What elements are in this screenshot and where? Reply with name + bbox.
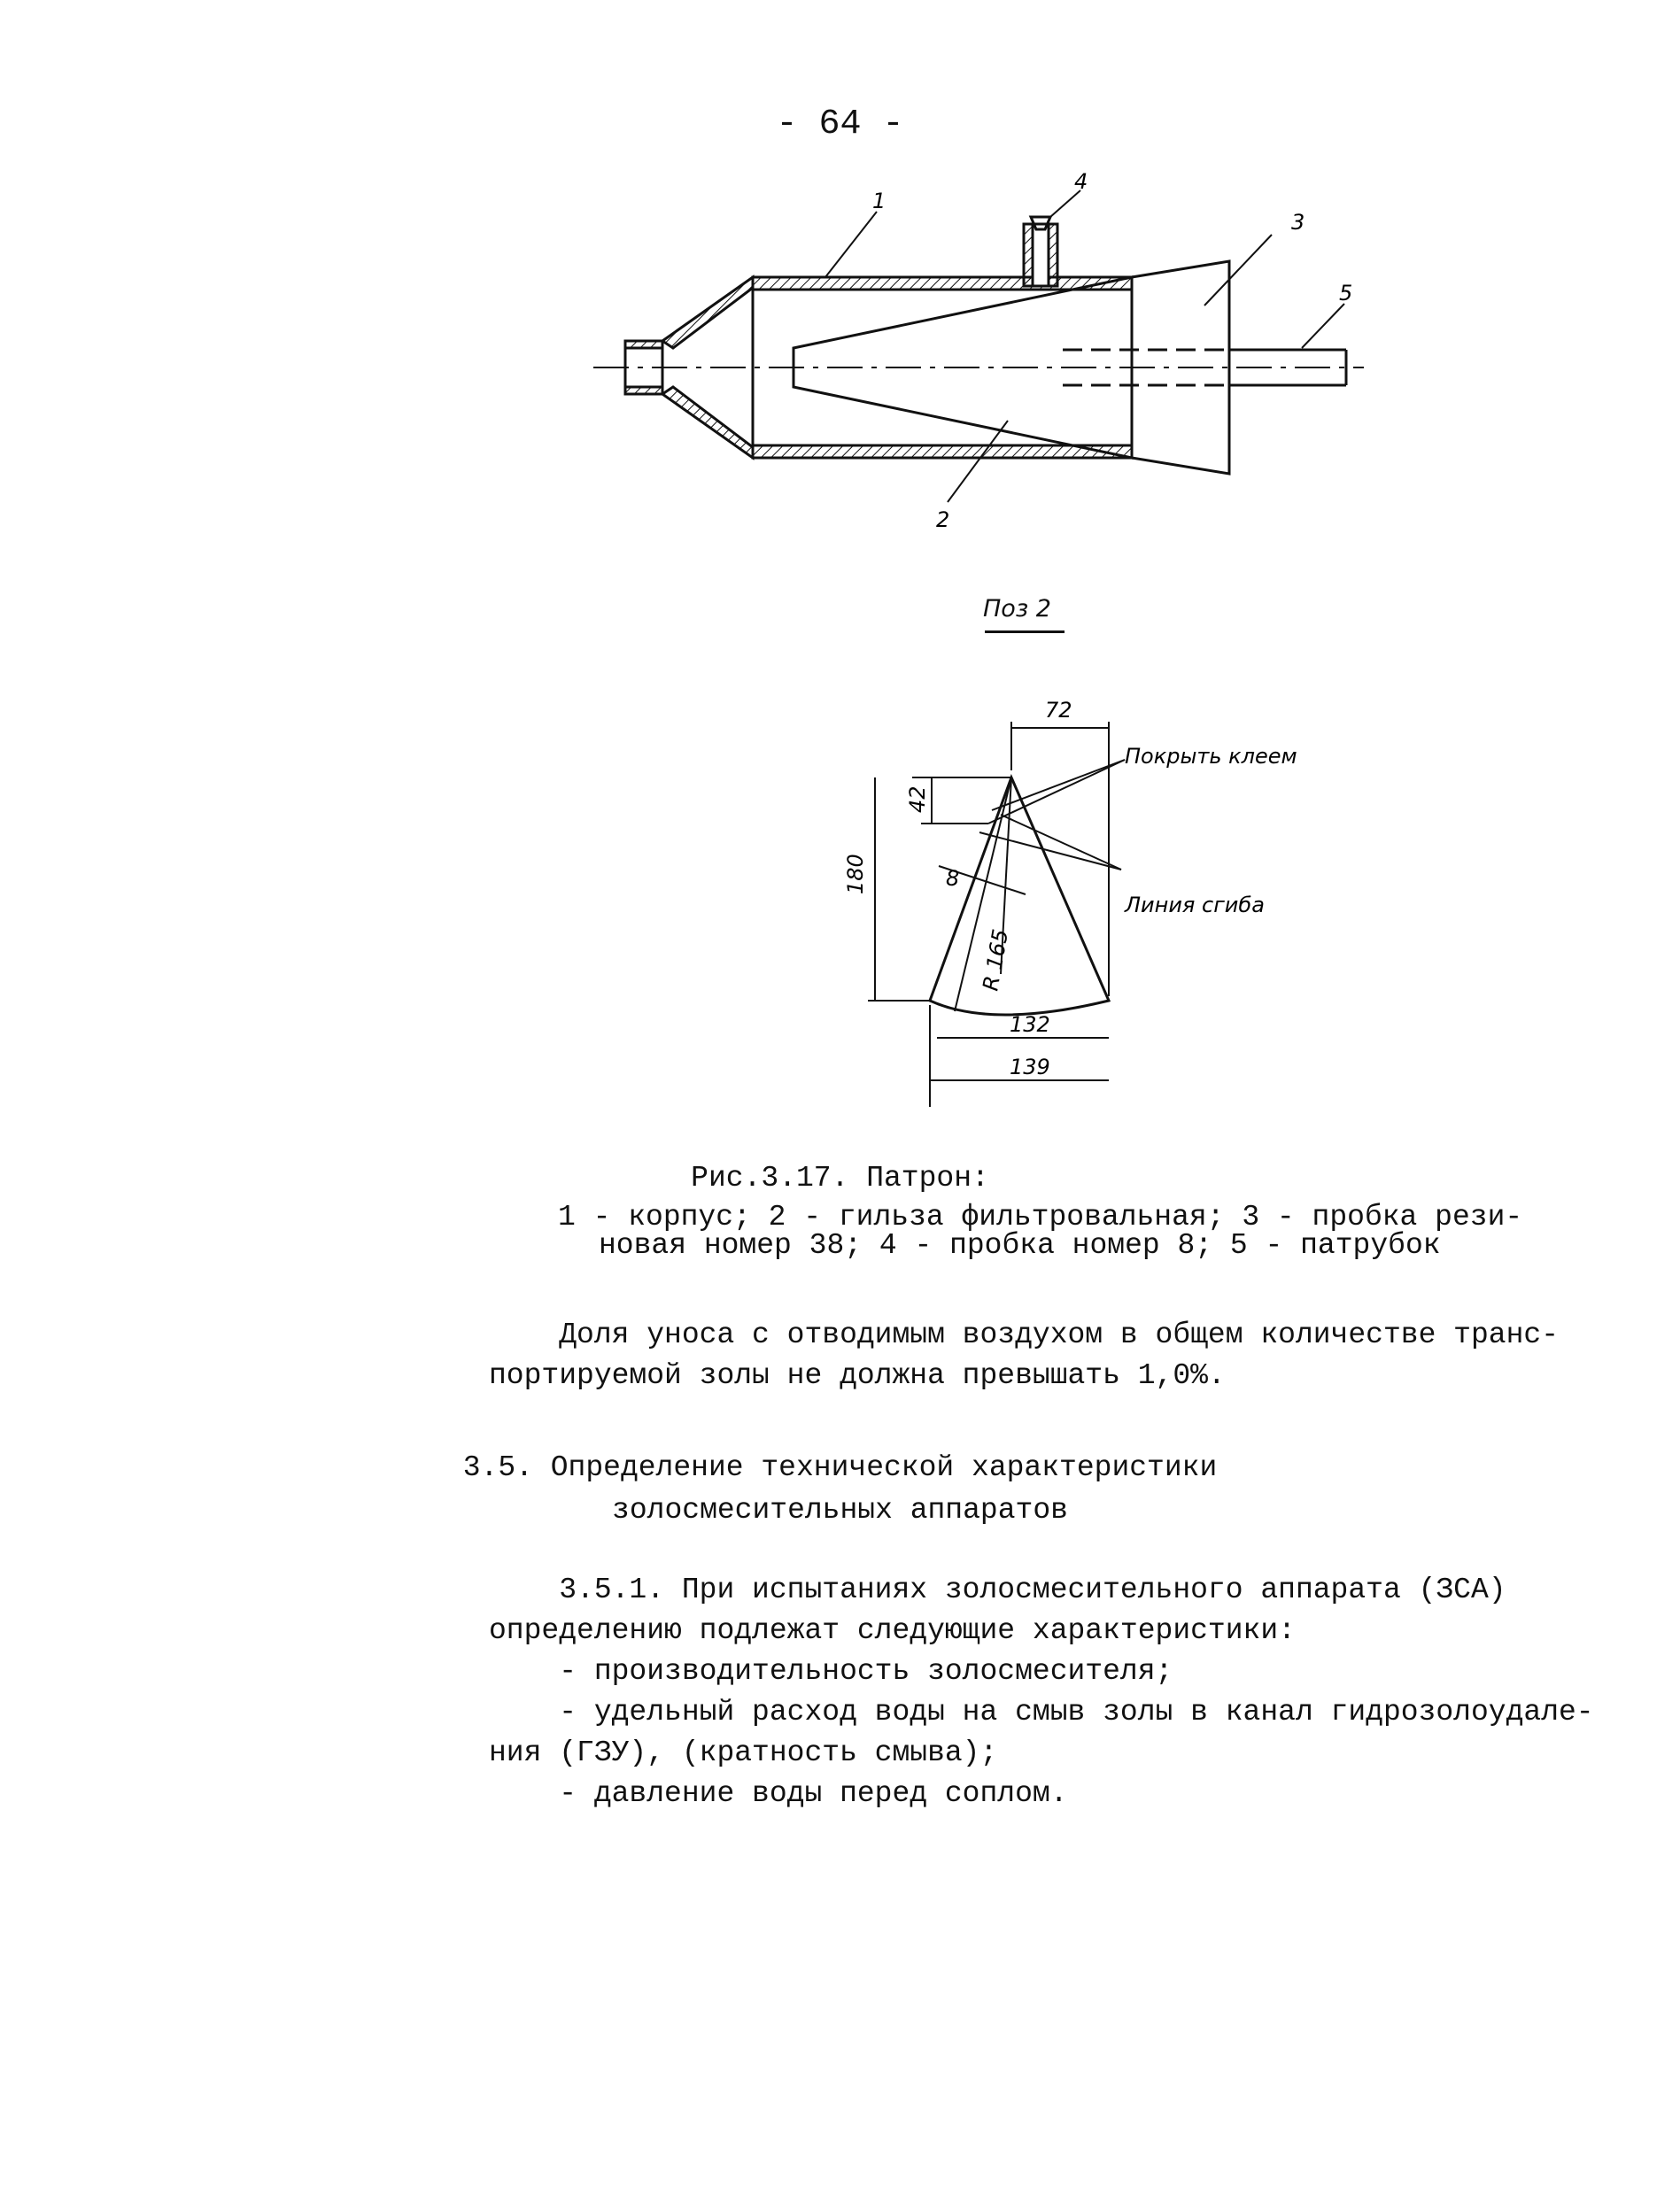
sleeve-development-drawing (824, 682, 1355, 1125)
dim-72: 72 (1045, 698, 1072, 723)
dim-139: 139 (1010, 1055, 1050, 1079)
cartridge-assembly-drawing (585, 173, 1382, 562)
paragraph-2-line-2: определению подлежат следующие характеристики: (489, 1614, 1296, 1647)
bullet-2-line-1: - удельный расход воды на смыв золы в канал гидрозолоудале- (489, 1696, 1594, 1729)
paragraph-1-line-2: портируемой золы не должна превышать 1,0%. (489, 1359, 1226, 1392)
callout-5: 5 (1339, 281, 1353, 306)
position-label: Поз 2 (983, 595, 1051, 623)
bullet-2-line-2: ния (ГЗУ), (кратность смыва); (489, 1736, 998, 1769)
callout-1: 1 (872, 189, 886, 213)
legend-line-1: 1 - корпус; 2 - гильза фильтровальная; 3 - пробка рези- (558, 1201, 1523, 1234)
dim-8: 8 (946, 866, 960, 891)
paragraph-2-line-1: 3.5.1. При испытаниях золосмесительного аппарата (ЗСА) (489, 1574, 1506, 1606)
legend-line-2: новая номер 38; 4 - пробка номер 8; 5 - патрубок (599, 1229, 1441, 1262)
paragraph-1-line-1: Доля уноса с отводимым воздухом в общем количестве транс- (489, 1319, 1559, 1351)
callout-2: 2 (936, 507, 950, 532)
bullet-1: - производительность золосмесителя; (489, 1655, 1173, 1688)
callout-3: 3 (1291, 210, 1305, 235)
dim-132: 132 (1010, 1012, 1050, 1037)
page-number: - 64 - (776, 104, 904, 144)
note-glue: Покрыть клеем (1125, 744, 1297, 769)
dim-42: 42 (905, 785, 930, 813)
position-label-underline (985, 630, 1065, 633)
bullet-3: - давление воды перед соплом. (489, 1777, 1068, 1810)
figure-caption: Рис.3.17. Патрон: (691, 1162, 989, 1195)
callout-4: 4 (1074, 173, 1088, 194)
section-heading-line-2: золосмесительных аппаратов (612, 1494, 1068, 1527)
dim-radius: R 165 (978, 927, 1014, 994)
section-heading-line-1: 3.5. Определение технической характеристики (462, 1451, 1218, 1484)
dim-180: 180 (843, 854, 868, 894)
note-fold: Линия сгиба (1125, 893, 1265, 917)
